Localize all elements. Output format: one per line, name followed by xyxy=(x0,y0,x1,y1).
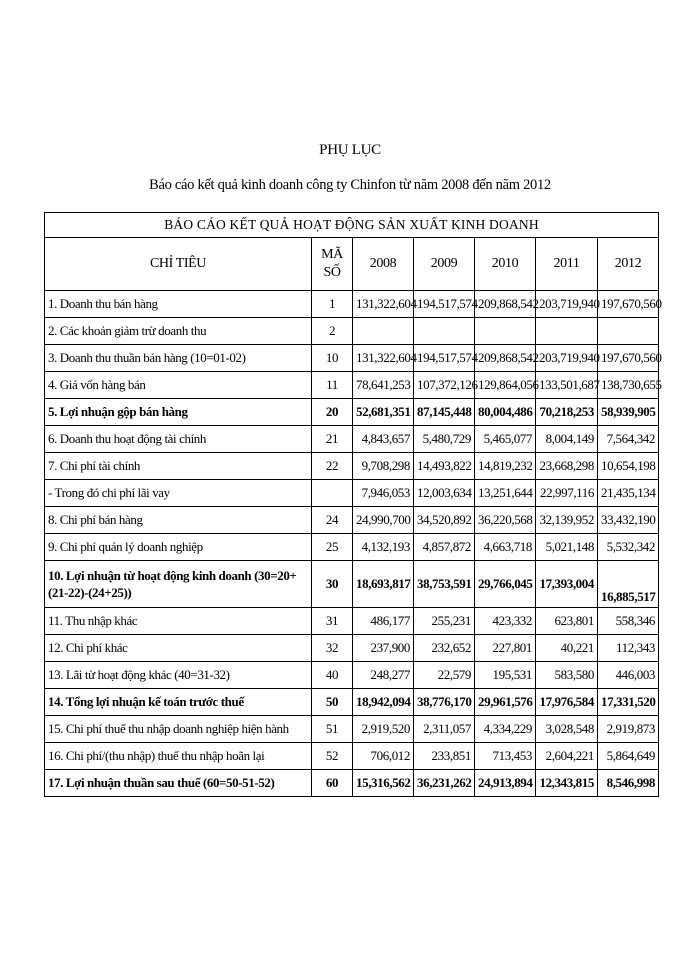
row-value-2010 xyxy=(475,318,536,345)
row-indicator-name: 15. Chi phí thuế thu nhập doanh nghiệp hiện hành xyxy=(45,716,312,743)
row-value-2009: 5,480,729 xyxy=(414,426,475,453)
table-row xyxy=(45,689,659,716)
table-row xyxy=(45,534,659,561)
row-value-2012: 197,670,560 xyxy=(598,345,659,372)
row-value-2010: 209,868,542 xyxy=(475,291,536,318)
table-row xyxy=(45,662,659,689)
row-value-2012: 2,919,873 xyxy=(598,716,659,743)
row-value-2010: 129,864,056 xyxy=(475,372,536,399)
row-code: 50 xyxy=(312,689,353,716)
table-row xyxy=(45,291,659,318)
row-value-2008: 18,942,094 xyxy=(353,689,414,716)
code-column-header xyxy=(312,238,353,291)
row-value-2012: 17,331,520 xyxy=(598,689,659,716)
row-value-2012: 10,654,198 xyxy=(598,453,659,480)
row-value-2008: 4,843,657 xyxy=(353,426,414,453)
row-indicator-name: 1. Doanh thu bán hàng xyxy=(45,291,312,318)
row-indicator-name: 7. Chi phí tài chính xyxy=(45,453,312,480)
table-title: BÁO CÁO KẾT QUẢ HOẠT ĐỘNG SẢN XUẤT KINH DOANH xyxy=(45,213,659,238)
row-value-2008: 706,012 xyxy=(353,743,414,770)
table-row xyxy=(45,608,659,635)
row-indicator-name: 9. Chi phí quản lý doanh nghiệp xyxy=(45,534,312,561)
table-row xyxy=(45,345,659,372)
row-value-2010: 713,453 xyxy=(475,743,536,770)
row-value-2011: 3,028,548 xyxy=(536,716,598,743)
row-code: 20 xyxy=(312,399,353,426)
row-value-2008: 131,322,604 xyxy=(353,291,414,318)
row-code: 31 xyxy=(312,608,353,635)
row-value-2012: 138,730,655 xyxy=(598,372,659,399)
row-value-2011: 23,668,298 xyxy=(536,453,598,480)
year-column-header: 2012 xyxy=(598,238,659,291)
appendix-title: PHỤ LỤC xyxy=(319,142,381,158)
row-indicator-name: 13. Lãi từ hoạt động khác (40=31-32) xyxy=(45,662,312,689)
row-value-2010: 36,220,568 xyxy=(475,507,536,534)
table-row xyxy=(45,770,659,797)
row-value-2008 xyxy=(353,318,414,345)
row-value-2008: 9,708,298 xyxy=(353,453,414,480)
row-code: 52 xyxy=(312,743,353,770)
row-value-2011: 70,218,253 xyxy=(536,399,598,426)
row-value-2011: 203,719,940 xyxy=(536,291,598,318)
code-header-line-1: MÃ xyxy=(321,247,343,262)
row-code: 11 xyxy=(312,372,353,399)
row-indicator-name: 10. Lợi nhuận từ hoạt động kinh doanh (30=20+(21-22)-(24+25)) xyxy=(45,561,312,608)
row-indicator-name: 4. Giá vốn hàng bán xyxy=(45,372,312,399)
row-value-2008: 18,693,817 xyxy=(353,561,414,608)
year-column-header: 2009 xyxy=(414,238,475,291)
row-code: 30 xyxy=(312,561,353,608)
row-value-2009: 14,493,822 xyxy=(414,453,475,480)
table-row xyxy=(45,453,659,480)
row-value-2009: 12,003,634 xyxy=(414,480,475,507)
row-value-2012: 197,670,560 xyxy=(598,291,659,318)
row-indicator-name: 8. Chi phí bán hàng xyxy=(45,507,312,534)
row-indicator-name: 11. Thu nhập khác xyxy=(45,608,312,635)
row-code: 24 xyxy=(312,507,353,534)
table-row xyxy=(45,561,659,608)
row-value-2011: 5,021,148 xyxy=(536,534,598,561)
row-value-2010: 4,663,718 xyxy=(475,534,536,561)
row-value-2011 xyxy=(536,318,598,345)
report-subtitle: Báo cáo kết quả kinh doanh công ty Chinfon từ năm 2008 đến năm 2012 xyxy=(149,177,551,193)
row-value-2011: 17,393,004 xyxy=(536,561,598,608)
row-value-2009: 38,753,591 xyxy=(414,561,475,608)
row-value-2009: 233,851 xyxy=(414,743,475,770)
row-value-2009: 22,579 xyxy=(414,662,475,689)
row-value-2011: 2,604,221 xyxy=(536,743,598,770)
row-code: 40 xyxy=(312,662,353,689)
row-value-2012 xyxy=(598,318,659,345)
row-value-2008: 7,946,053 xyxy=(353,480,414,507)
row-value-2008: 237,900 xyxy=(353,635,414,662)
row-value-2012: 33,432,190 xyxy=(598,507,659,534)
row-indicator-name: 17. Lợi nhuận thuần sau thuế (60=50-51-52) xyxy=(45,770,312,797)
row-value-2010: 80,004,486 xyxy=(475,399,536,426)
row-value-2010: 29,766,045 xyxy=(475,561,536,608)
row-value-2009: 36,231,262 xyxy=(414,770,475,797)
row-value-2008: 15,316,562 xyxy=(353,770,414,797)
row-value-2011: 32,139,952 xyxy=(536,507,598,534)
row-code: 51 xyxy=(312,716,353,743)
row-value-2008: 4,132,193 xyxy=(353,534,414,561)
row-value-2010: 14,819,232 xyxy=(475,453,536,480)
row-value-2011: 8,004,149 xyxy=(536,426,598,453)
table-row xyxy=(45,743,659,770)
row-indicator-name: 5. Lợi nhuận gộp bán hàng xyxy=(45,399,312,426)
row-value-2012: 446,003 xyxy=(598,662,659,689)
row-code: 1 xyxy=(312,291,353,318)
year-column-header: 2008 xyxy=(353,238,414,291)
row-value-2008: 486,177 xyxy=(353,608,414,635)
row-value-2009: 194,517,574 xyxy=(414,345,475,372)
row-indicator-name: - Trong đó chi phí lãi vay xyxy=(45,480,312,507)
row-indicator-name: 14. Tổng lợi nhuận kế toán trước thuế xyxy=(45,689,312,716)
row-value-2010: 5,465,077 xyxy=(475,426,536,453)
row-code: 10 xyxy=(312,345,353,372)
row-value-2012: 21,435,134 xyxy=(598,480,659,507)
row-indicator-name: 6. Doanh thu hoạt động tài chính xyxy=(45,426,312,453)
row-value-2011: 17,976,584 xyxy=(536,689,598,716)
row-value-2009 xyxy=(414,318,475,345)
year-column-header: 2011 xyxy=(536,238,598,291)
row-value-2012: 58,939,905 xyxy=(598,399,659,426)
row-code: 60 xyxy=(312,770,353,797)
table-row xyxy=(45,480,659,507)
row-code: 2 xyxy=(312,318,353,345)
row-value-2008: 2,919,520 xyxy=(353,716,414,743)
row-value-2008: 78,641,253 xyxy=(353,372,414,399)
row-value-2011: 623,801 xyxy=(536,608,598,635)
row-value-2008: 248,277 xyxy=(353,662,414,689)
row-value-2010: 195,531 xyxy=(475,662,536,689)
row-value-2012: 5,864,649 xyxy=(598,743,659,770)
row-value-2010: 4,334,229 xyxy=(475,716,536,743)
row-value-2008: 24,990,700 xyxy=(353,507,414,534)
row-value-2009: 194,517,574 xyxy=(414,291,475,318)
row-indicator-name: 12. Chi phí khác xyxy=(45,635,312,662)
table-row xyxy=(45,507,659,534)
row-value-2011: 583,580 xyxy=(536,662,598,689)
row-code: 21 xyxy=(312,426,353,453)
row-value-2012: 5,532,342 xyxy=(598,534,659,561)
row-value-2009: 34,520,892 xyxy=(414,507,475,534)
row-value-2011: 40,221 xyxy=(536,635,598,662)
row-value-2011: 22,997,116 xyxy=(536,480,598,507)
row-value-2012: 16,885,517 xyxy=(598,561,659,608)
row-value-2009: 232,652 xyxy=(414,635,475,662)
row-indicator-name: 3. Doanh thu thuần bán hàng (10=01-02) xyxy=(45,345,312,372)
row-value-2012: 7,564,342 xyxy=(598,426,659,453)
row-value-2011: 133,501,687 xyxy=(536,372,598,399)
row-value-2010: 24,913,894 xyxy=(475,770,536,797)
row-code xyxy=(312,480,353,507)
year-column-header: 2010 xyxy=(475,238,536,291)
row-indicator-name: 16. Chi phí/(thu nhập) thuế thu nhập hoãn lại xyxy=(45,743,312,770)
row-code: 25 xyxy=(312,534,353,561)
row-value-2010: 227,801 xyxy=(475,635,536,662)
table-row xyxy=(45,716,659,743)
row-value-2009: 255,231 xyxy=(414,608,475,635)
indicator-column-header: CHỈ TIÊU xyxy=(45,238,312,291)
row-value-2010: 423,332 xyxy=(475,608,536,635)
row-value-2009: 4,857,872 xyxy=(414,534,475,561)
row-value-2010: 209,868,542 xyxy=(475,345,536,372)
row-code: 22 xyxy=(312,453,353,480)
row-value-2010: 13,251,644 xyxy=(475,480,536,507)
table-row xyxy=(45,426,659,453)
row-indicator-name: 2. Các khoản giảm trừ doanh thu xyxy=(45,318,312,345)
row-value-2009: 107,372,126 xyxy=(414,372,475,399)
row-value-2008: 52,681,351 xyxy=(353,399,414,426)
income-statement-table xyxy=(44,212,662,797)
row-value-2009: 87,145,448 xyxy=(414,399,475,426)
table-row xyxy=(45,318,659,345)
row-value-2010: 29,961,576 xyxy=(475,689,536,716)
row-value-2009: 38,776,170 xyxy=(414,689,475,716)
code-header-line-2: SỐ xyxy=(323,265,341,280)
row-value-2012: 8,546,998 xyxy=(598,770,659,797)
table-row xyxy=(45,399,659,426)
row-value-2011: 12,343,815 xyxy=(536,770,598,797)
row-value-2008: 131,322,604 xyxy=(353,345,414,372)
table-row xyxy=(45,635,659,662)
row-value-2012: 558,346 xyxy=(598,608,659,635)
row-value-2012: 112,343 xyxy=(598,635,659,662)
row-value-2009: 2,311,057 xyxy=(414,716,475,743)
row-code: 32 xyxy=(312,635,353,662)
row-value-2011: 203,719,940 xyxy=(536,345,598,372)
table-row xyxy=(45,372,659,399)
